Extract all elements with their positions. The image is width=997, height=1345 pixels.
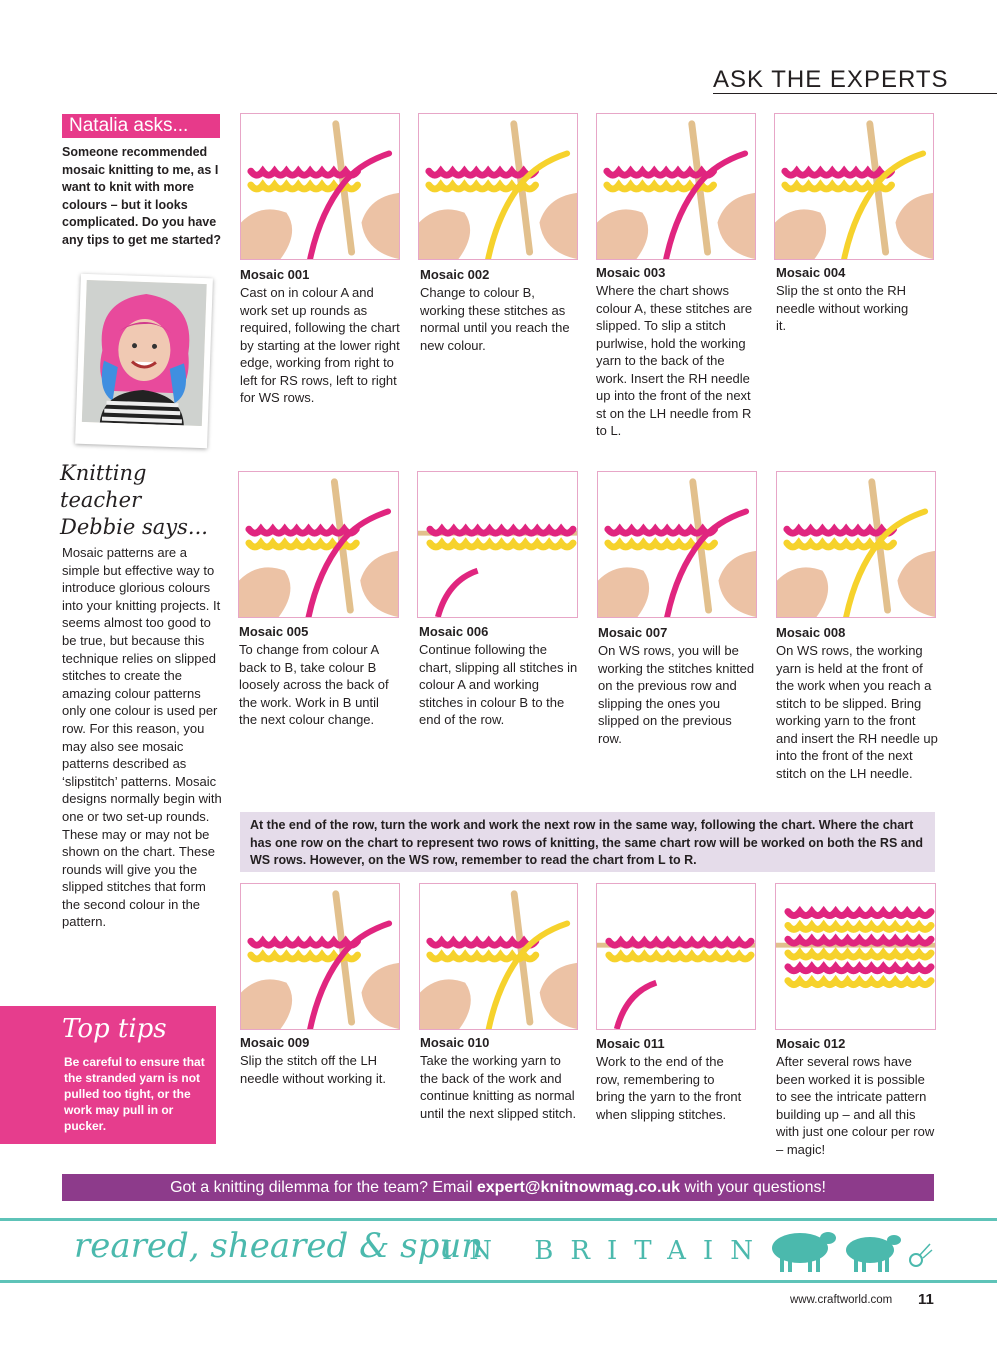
- step-photo-004: [774, 113, 934, 260]
- question-label: Natalia asks...: [62, 114, 220, 138]
- answer-heading-line1: Knitting: [60, 461, 147, 485]
- knitting-illustration: [777, 472, 935, 617]
- step-title: Mosaic 001: [240, 267, 310, 282]
- step-photo-001: [240, 113, 400, 260]
- answer-heading-line3: Debbie says...: [60, 515, 208, 539]
- knitting-illustration: [776, 884, 935, 1029]
- footer-britain: IN BRITAIN: [442, 1236, 770, 1266]
- step-text: Change to colour B, working these stitches as normal until you reach the new colour.: [420, 285, 570, 353]
- step-title: Mosaic 007: [598, 625, 668, 640]
- section-title: ASK THE EXPERTS: [713, 66, 949, 93]
- step-photo-009: [240, 883, 400, 1030]
- step-text: Slip the stitch off the LH needle without working it.: [240, 1053, 386, 1086]
- step-text: Slip the st onto the RH needle without working it.: [776, 283, 909, 333]
- step-text: Cast on in colour A and work set up rounds as required, following the chart by starting at the lower right edge, working from right to left for RS rows, left to right for WS rows.: [240, 285, 400, 405]
- knitting-illustration: [775, 114, 933, 259]
- knitting-illustration: [418, 472, 577, 617]
- knitting-illustration: [597, 884, 755, 1029]
- page-number: 11: [918, 1291, 934, 1308]
- step-text: Where the chart shows colour A, these stitches are slipped. To slip a stitch purlwise, hold the working yarn to the back of the work. Insert the RH needle up into the front of the next st on the LH needle from R to L.: [596, 283, 753, 438]
- contact-prefix: Got a knitting dilemma for the team? Email: [170, 1179, 477, 1196]
- knitting-illustration: [241, 114, 399, 259]
- knitting-illustration: [597, 114, 755, 259]
- answer-text: Mosaic patterns are a simple but effective way to introduce glorious colours into your knitting projects. It seems almost too good to be true, but because this technique relies on slipped stitches to create the amazing colour patterns only one colour is used per row. For this reason, you may also see mosaic patterns described as ‘slipstitch’ patterns. Mosaic designs normally begin with one or two set-up rounds. These may or may not be shown on the chart. These rounds will give you the slipped stitches that form the second colour in the pattern.: [62, 545, 222, 930]
- step-title: Mosaic 006: [419, 624, 489, 639]
- step-photo-003: [596, 113, 756, 260]
- knitting-illustration: [419, 114, 577, 259]
- step-title: Mosaic 010: [420, 1035, 490, 1050]
- contact-email-link[interactable]: expert@knitnowmag.co.uk: [476, 1179, 681, 1196]
- website-url: www.craftworld.com: [790, 1294, 893, 1306]
- knitting-illustration: [241, 884, 399, 1029]
- step-title: Mosaic 011: [596, 1036, 665, 1051]
- step-title: Mosaic 002: [420, 267, 490, 282]
- question-text: Someone recommended mosaic knitting to me, as I want to knit with more colours – but it looks complicated. Do you have any tips to get me started?: [62, 145, 222, 247]
- footer-rule-top: [0, 1218, 997, 1221]
- step-photo-012: [775, 883, 936, 1030]
- step-photo-008: [776, 471, 936, 618]
- footer-rule-bottom: [0, 1280, 997, 1283]
- step-text: Take the working yarn to the back of the work and continue knitting as normal until the next slipped stitch.: [420, 1053, 577, 1121]
- answer-heading: [60, 460, 230, 541]
- knitting-illustration: [598, 472, 756, 617]
- portrait-illustration: [82, 280, 207, 426]
- expert-photo: [75, 274, 213, 449]
- step-title: Mosaic 012: [776, 1036, 846, 1051]
- sheep-icon: [766, 1222, 936, 1278]
- step-text: Continue following the chart, slipping all stitches in colour A and working stitches in colour B to the end of the row.: [419, 642, 578, 727]
- step-photo-006: [417, 471, 578, 618]
- knitting-illustration: [239, 472, 398, 617]
- instruction-band-text: At the end of the row, turn the work and work the next row in the same way, following the chart. Where the chart has one row on the chart to represent two rows of knitting, the same chart row will be worked on both the RS and WS rows. However, on the WS row, remember to read the chart from L to R.: [250, 818, 923, 867]
- step-text: After several rows have been worked it is possible to see the intricate pattern building up – and all this with just one colour per row – magic!: [776, 1054, 935, 1157]
- step-text: On WS rows, the working yarn is held at the front of the work when you reach a stitch to be slipped. Bring working yarn to the front and insert the RH needle up into the front of the next stitch on the LH needle.: [776, 643, 938, 781]
- step-title: Mosaic 004: [776, 265, 846, 280]
- step-text: On WS rows, you will be working the stitches knitted on the previous row and slipping the ones you slipped on the previous row.: [598, 643, 755, 746]
- step-text: Work to the end of the row, remembering to bring the yarn to the front when slipping stitches.: [596, 1054, 742, 1122]
- contact-suffix: with your questions!: [680, 1179, 826, 1196]
- top-tips-text: Be careful to ensure that the stranded yarn is not pulled too tight, or the work may pull in or pucker.: [64, 1055, 205, 1133]
- step-title: Mosaic 005: [239, 624, 309, 639]
- step-photo-007: [597, 471, 757, 618]
- step-title: Mosaic 009: [240, 1035, 310, 1050]
- answer-heading-line2: teacher: [60, 488, 142, 512]
- step-photo-010: [419, 883, 578, 1030]
- step-title: Mosaic 008: [776, 625, 846, 640]
- step-photo-011: [596, 883, 756, 1030]
- knitting-illustration: [420, 884, 577, 1029]
- step-title: Mosaic 003: [596, 265, 666, 280]
- top-tips-heading: Top tips: [62, 1014, 167, 1044]
- contact-bar: [62, 1174, 934, 1201]
- step-photo-002: [418, 113, 578, 260]
- step-photo-005: [238, 471, 399, 618]
- footer-slogan: reared, sheared & spun: [74, 1226, 484, 1266]
- step-text: To change from colour A back to B, take colour B loosely across the back of the work. Work in B until the next colour change.: [239, 642, 389, 727]
- header-rule: [713, 93, 997, 94]
